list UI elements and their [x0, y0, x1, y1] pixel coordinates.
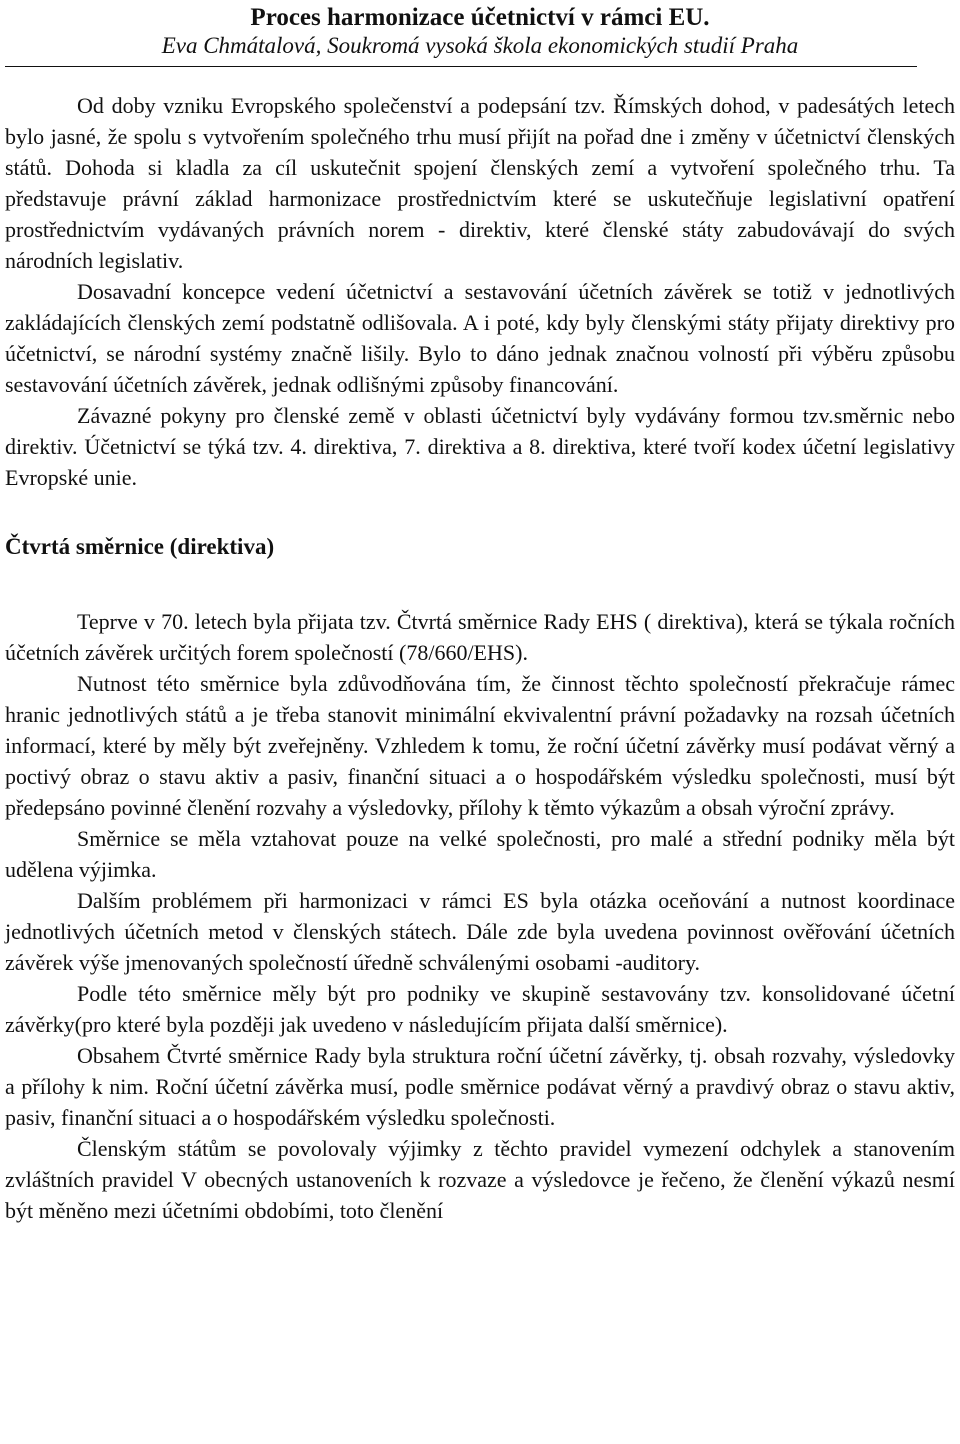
paragraph: Teprve v 70. letech byla přijata tzv. Čtvrtá směrnice Rady EHS ( direktiva), která se týkala ročních účetních závěrek určitých forem společností (78/660/EHS).	[5, 609, 955, 665]
paragraph: Závazné pokyny pro členské země v oblasti účetnictví byly vydávány formou tzv.směrnic nebo direktiv. Účetnictví se týká tzv. 4. direktiva, 7. direktiva a 8. direktiva, které tvoří kodex účetní legislativy Evropské unie.	[5, 403, 955, 490]
page-header	[0, 0, 960, 72]
paragraph: Směrnice se měla vztahovat pouze na velké společnosti, pro malé a střední podniky měla být udělena výjimka.	[5, 826, 955, 882]
document-title: Proces harmonizace účetnictví v rámci EU.	[250, 4, 710, 31]
paragraph: Dalším problémem při harmonizaci v rámci ES byla otázka oceňování a nutnost koordinace jednotlivých účetních metod v členských státech. Dále zde byla uvedena povinnost ověřování účetních závěrek výše jmenovaných společností úředně schválenými osobami -auditory.	[5, 888, 955, 975]
paragraph: Podle této směrnice měly být pro podniky ve skupině sestavovány tzv. konsolidované účetní závěrky(pro které byla později jak uvedeno v následujícím přijata další směrnice).	[5, 981, 955, 1037]
document-body	[5, 90, 955, 1226]
paragraph: Obsahem Čtvrté směrnice Rady byla struktura roční účetní závěrky, tj. obsah rozvahy, výsledovky a přílohy k nim. Roční účetní závěrka musí, podle směrnice podávat věrný a pravdivý obraz o stavu aktiv, pasiv, finanční situaci a o hospodářském výsledku společnosti.	[5, 1043, 955, 1130]
paragraph: Nutnost této směrnice byla zdůvodňována tím, že činnost těchto společností překračuje rámec hranic jednotlivých států a je třeba stanovit minimální ekvivalentní právní požadavky na rozsah účetních informací, které by měly být zveřejněny. Vzhledem k tomu, že roční účetní závěrky musí podávat věrný a poctivý obraz o stavu aktiv a pasiv, finanční situaci a o hospodářském výsledku společnosti, musí být předepsáno povinné členění rozvahy a výsledovky, přílohy k těmto výkazům a obsah výroční zprávy.	[5, 671, 955, 820]
paragraph: Dosavadní koncepce vedení účetnictví a sestavování účetních závěrek se totiž v jednotlivých zakládajících členských zemí podstatně odlišovala. A i poté, kdy byly členskými státy přijaty direktivy pro účetnictví, se národní systémy značně lišily. Bylo to dáno jednak značnou volností při výběru způsobu sestavování účetních závěrek, jednak odlišnými způsoby financování.	[5, 279, 955, 397]
section-heading: Čtvrtá směrnice (direktiva)	[5, 534, 275, 559]
paragraph: Od doby vzniku Evropského společenství a podepsání tzv. Římských dohod, v padesátých letech bylo jasné, že spolu s vytvořením společného trhu musí přijít na pořad dne i změny v účetnictví členských států. Dohoda si kladla za cíl uskutečnit spojení členských zemí a vytvoření společného trhu. Ta představuje právní základ harmonizace prostřednictvím které se uskutečňuje legislativní opatření prostřednictvím vydávaných právních norem - direktiv, které členské státy zabudovávají do svých národních legislativ.	[5, 93, 955, 273]
header-divider	[5, 66, 917, 67]
paragraph: Členským státům se povolovaly výjimky z těchto pravidel vymezení odchylek a stanovením zvláštních pravidel V obecných ustanoveních k rozvaze a výsledovce je řečeno, že členění výkazů nesmí být měněno mezi účetními obdobími, toto členění	[5, 1136, 955, 1223]
document-author: Eva Chmátalová, Soukromá vysoká škola ekonomických studií Praha	[161, 33, 799, 58]
